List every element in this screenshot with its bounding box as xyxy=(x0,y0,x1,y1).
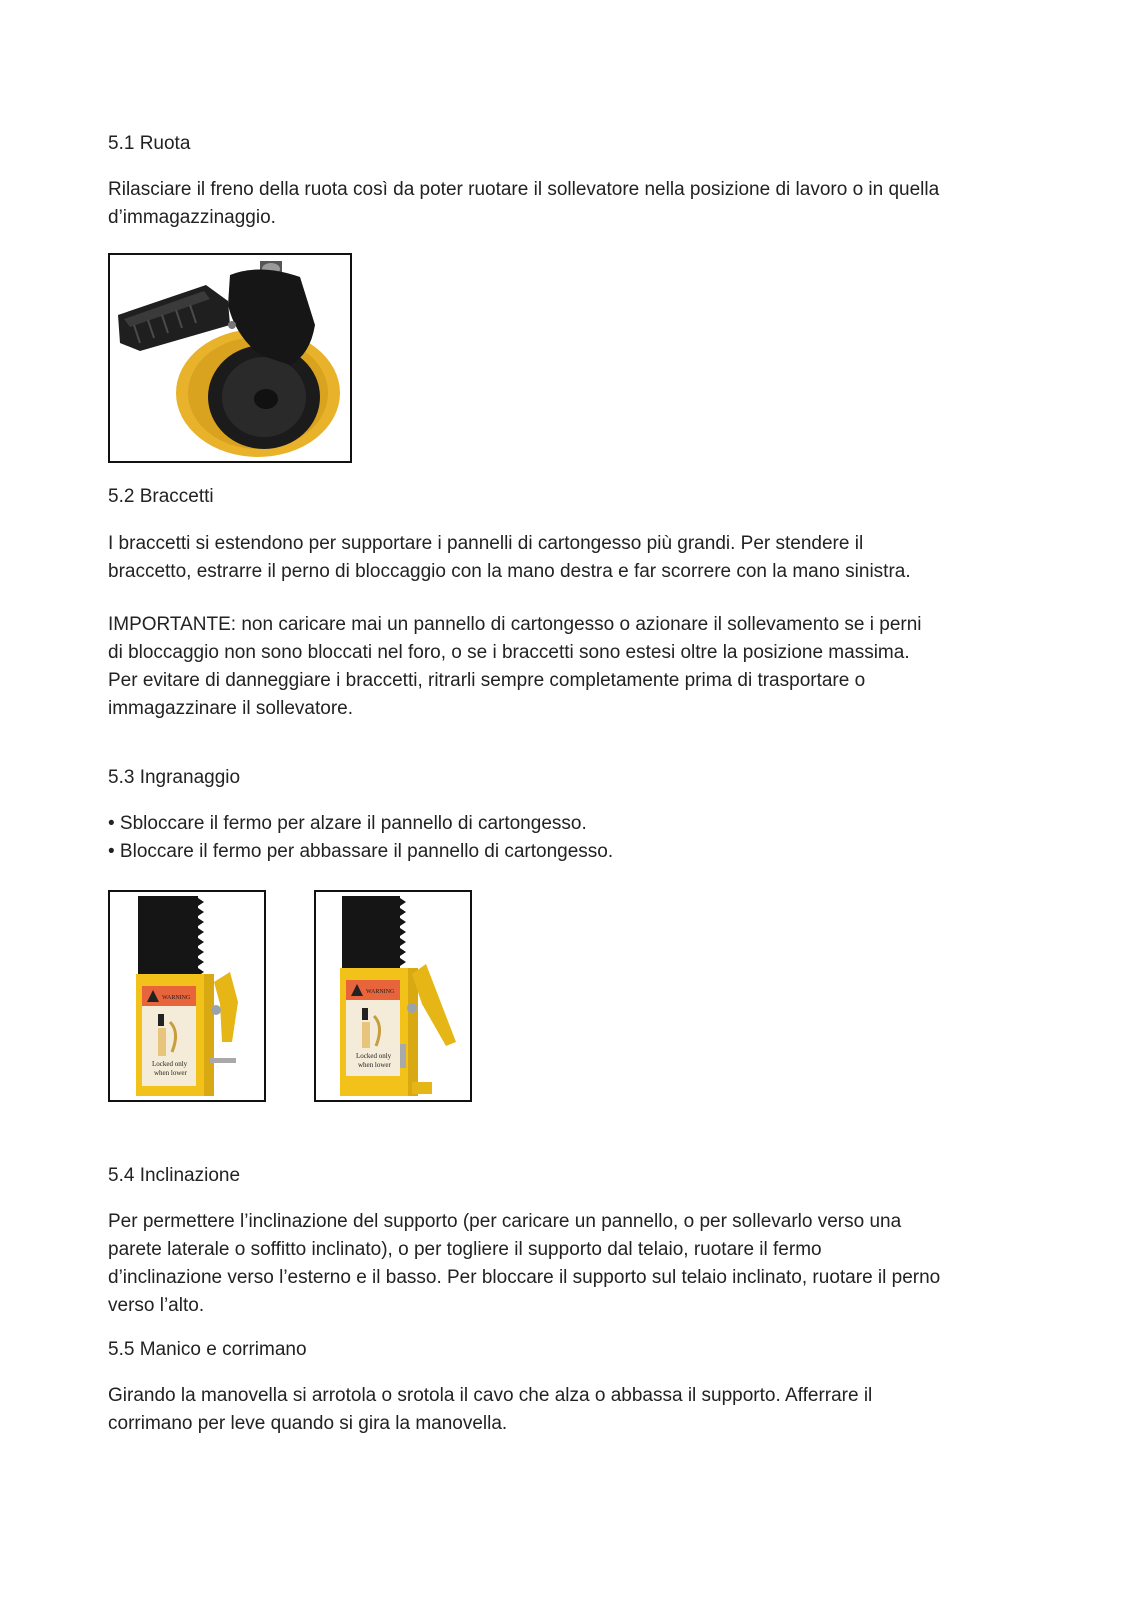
section-heading-braccetti: 5.2 Braccetti xyxy=(108,486,214,507)
gear-latch-locked-icon xyxy=(316,892,470,1100)
section-heading-ingranaggio: 5.3 Ingranaggio xyxy=(108,767,241,788)
bullet-list xyxy=(108,810,1038,866)
caster-wheel-icon xyxy=(110,255,350,461)
bullet-item: • Sbloccare il fermo per alzare il pannello di cartongesso. xyxy=(108,813,587,834)
gear-unlocked-image xyxy=(108,890,266,1102)
section-paragraph-braccetti: I braccetti si estendono per supportare i pannelli di cartongesso più grandi. Per stendere il braccetto, estrarre il perno di bloccaggio con la mano destra e far scorrere con la mano sinistra. xyxy=(108,533,911,582)
important-note: IMPORTANTE: non caricare mai un pannello di cartongesso o azionare il sollevamento se i perni di bloccaggio non sono bloccati nel foro, o se i braccetti sono estesi oltre la posizione massima. Per evitare di danneggiare i braccetti, ritrarli sempre completamente prima di trasportare o immagazzinare il sollevatore. xyxy=(108,614,922,719)
section-heading-inclinazione: 5.4 Inclinazione xyxy=(108,1165,241,1186)
section-heading-manico: 5.5 Manico e corrimano xyxy=(108,1339,307,1360)
section-paragraph-ruota: Rilasciare il freno della ruota così da poter ruotare il sollevatore nella posizione di lavoro o in quella d’immagazzinaggio. xyxy=(108,179,940,228)
gear-locked-image xyxy=(314,890,472,1102)
section-paragraph-manico: Girando la manovella si arrotola o srotola il cavo che alza o abbassa il supporto. Afferrare il corrimano per leve quando si gira la manovella. xyxy=(108,1385,873,1434)
sticker-text: Locked only xyxy=(152,1060,188,1068)
wheel-image xyxy=(108,253,352,463)
sticker-text: when lower xyxy=(154,1069,187,1077)
warning-label: WARNING xyxy=(162,995,191,1001)
warning-label: WARNING xyxy=(366,989,395,995)
section-heading-ruota: 5.1 Ruota xyxy=(108,133,191,154)
sticker-text: when lower xyxy=(358,1061,391,1069)
sticker-text: Locked only xyxy=(356,1052,392,1060)
bullet-item: • Bloccare il fermo per abbassare il pannello di cartongesso. xyxy=(108,841,614,862)
section-paragraph-inclinazione: Per permettere l’inclinazione del supporto (per caricare un pannello, o per sollevarlo verso una parete laterale o soffitto inclinato), o per togliere il supporto dal telaio, ruotare il fermo d’inclinazione verso l’esterno e il basso. Per bloccare il supporto sul telaio inclinato, ruotare il perno verso l’alto. xyxy=(108,1211,941,1316)
gear-latch-unlocked-icon xyxy=(110,892,264,1100)
